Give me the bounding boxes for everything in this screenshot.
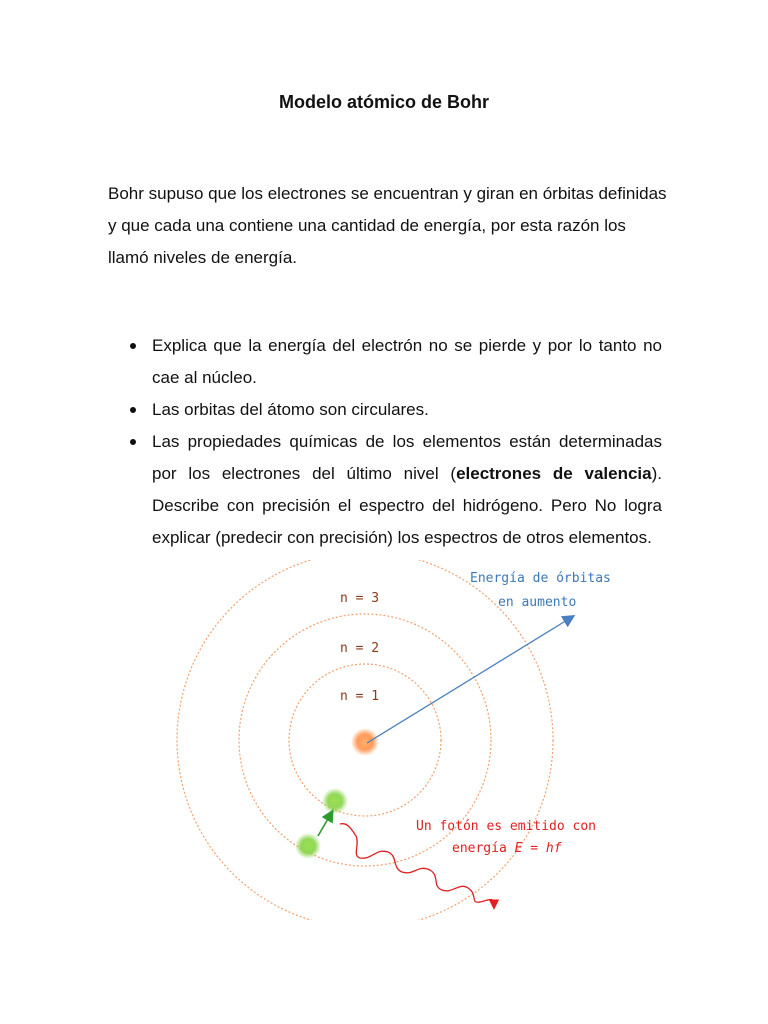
valence-electrons-bold: electrones de valencia bbox=[456, 464, 652, 483]
energy-label-line1: Energía de órbitas bbox=[470, 571, 611, 586]
bullet-dot-icon bbox=[130, 343, 136, 349]
document-title: Modelo atómico de Bohr bbox=[278, 92, 489, 112]
bullet-text: Las orbitas del átomo son circulares. bbox=[152, 400, 429, 419]
intro-paragraph: Bohr supuso que los electrones se encuentran y giran en órbitas definidas y que cada una contiene una cantidad de energía, por esta razón los llamó niveles de energía. bbox=[108, 184, 667, 267]
photon-label-line1: Un fotón es emitido con bbox=[416, 819, 597, 834]
bullet-text-pre: Las propiedades químicas de los elementos están determinadas por los electrones del último nivel ( bbox=[152, 432, 662, 483]
electron-inner bbox=[322, 788, 348, 814]
photon-wave bbox=[340, 824, 494, 906]
nucleus bbox=[351, 728, 379, 756]
electron-outer bbox=[295, 833, 321, 859]
bullet-dot-icon bbox=[130, 439, 136, 445]
bullet-text-post: ). Describe con precisión el espectro del hidrógeno. Pero No logra explicar (predecir con precisión) los espectros de otros elementos. bbox=[152, 464, 662, 547]
bullet-item-2 bbox=[108, 394, 662, 426]
photon-label-formula: E = hf bbox=[514, 841, 562, 856]
bullet-item-1 bbox=[108, 330, 662, 394]
bullet-list bbox=[108, 330, 662, 554]
bullet-text: Explica que la energía del electrón no se pierde y por lo tanto no cae al núcleo. bbox=[152, 336, 662, 387]
energy-label-line2: en aumento bbox=[498, 595, 577, 610]
level-label-n1: n = 1 bbox=[340, 689, 380, 704]
bullet-dot-icon bbox=[130, 407, 136, 413]
transition-arrow bbox=[318, 812, 332, 836]
bohr-atom-diagram bbox=[0, 560, 768, 920]
energy-increase-arrow bbox=[367, 617, 572, 743]
bullet-item-3 bbox=[108, 426, 662, 554]
photon-label-prefix: energía bbox=[452, 841, 515, 856]
photon-label-line2 bbox=[452, 841, 562, 856]
level-label-n3: n = 3 bbox=[340, 591, 380, 606]
level-label-n2: n = 2 bbox=[340, 641, 380, 656]
